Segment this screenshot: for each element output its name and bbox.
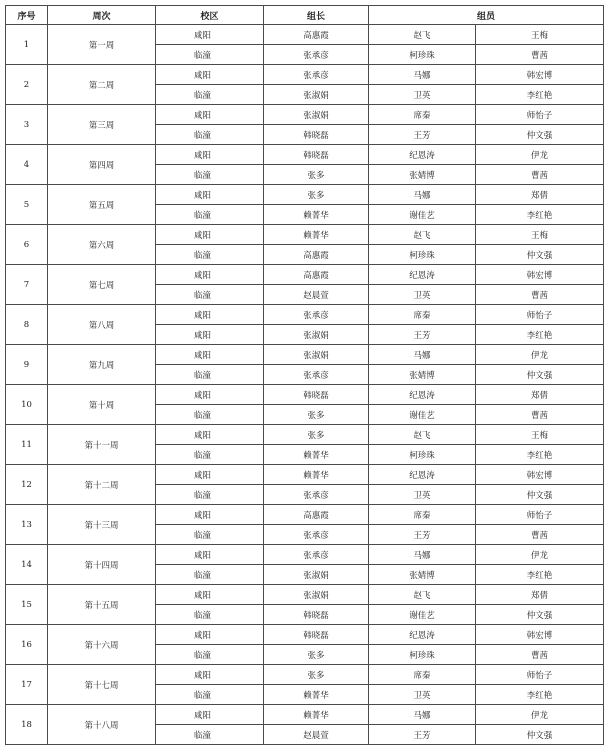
week-label: 第二周: [48, 65, 156, 105]
week-label: 第十二周: [48, 465, 156, 505]
member-cell: 席秦: [369, 305, 476, 325]
row-number: 3: [6, 105, 48, 145]
campus-cell: 咸阳: [156, 705, 264, 725]
table-row: [6, 625, 604, 645]
campus-cell: 咸阳: [156, 225, 264, 245]
row-number: 6: [6, 225, 48, 265]
member-cell: 谢佳艺: [369, 405, 476, 425]
week-label: 第六周: [48, 225, 156, 265]
week-label: 第四周: [48, 145, 156, 185]
member-cell: 谢佳艺: [369, 605, 476, 625]
campus-cell: 临潼: [156, 85, 264, 105]
member-cell: 李红艳: [476, 685, 604, 705]
leader-cell: 高惠霞: [264, 245, 369, 265]
week-label: 第十六周: [48, 625, 156, 665]
leader-cell: 韩晓磊: [264, 625, 369, 645]
member-cell: 柯珍珠: [369, 645, 476, 665]
member-cell: 李红艳: [476, 445, 604, 465]
header-members: 组员: [369, 6, 604, 25]
member-cell: 李红艳: [476, 205, 604, 225]
header-campus: 校区: [156, 6, 264, 25]
member-cell: 伊龙: [476, 345, 604, 365]
member-cell: 韩宏博: [476, 65, 604, 85]
member-cell: 王梅: [476, 225, 604, 245]
leader-cell: 张承彦: [264, 45, 369, 65]
row-number: 15: [6, 585, 48, 625]
member-cell: 韩宏博: [476, 265, 604, 285]
campus-cell: 临潼: [156, 365, 264, 385]
member-cell: 卫英: [369, 685, 476, 705]
leader-cell: 张多: [264, 165, 369, 185]
leader-cell: 张多: [264, 645, 369, 665]
campus-cell: 临潼: [156, 245, 264, 265]
campus-cell: 咸阳: [156, 345, 264, 365]
member-cell: 伊龙: [476, 705, 604, 725]
leader-cell: 张承彦: [264, 65, 369, 85]
member-cell: 柯珍珠: [369, 245, 476, 265]
member-cell: 纪恩涛: [369, 265, 476, 285]
campus-cell: 咸阳: [156, 585, 264, 605]
leader-cell: 张承彦: [264, 545, 369, 565]
campus-cell: 咸阳: [156, 145, 264, 165]
member-cell: 仲文强: [476, 125, 604, 145]
row-number: 11: [6, 425, 48, 465]
week-label: 第九周: [48, 345, 156, 385]
leader-cell: 张承彦: [264, 485, 369, 505]
member-cell: 马娜: [369, 545, 476, 565]
leader-cell: 韩晓磊: [264, 145, 369, 165]
row-number: 13: [6, 505, 48, 545]
member-cell: 谢佳艺: [369, 205, 476, 225]
member-cell: 王芳: [369, 125, 476, 145]
member-cell: 仲文强: [476, 605, 604, 625]
member-cell: 仲文强: [476, 485, 604, 505]
member-cell: 纪恩涛: [369, 385, 476, 405]
leader-cell: 张淑娟: [264, 585, 369, 605]
leader-cell: 张淑娟: [264, 85, 369, 105]
member-cell: 马娜: [369, 185, 476, 205]
campus-cell: 咸阳: [156, 185, 264, 205]
campus-cell: 咸阳: [156, 465, 264, 485]
member-cell: 曹茜: [476, 165, 604, 185]
table-row: [6, 305, 604, 325]
week-label: 第十四周: [48, 545, 156, 585]
member-cell: 柯珍珠: [369, 445, 476, 465]
member-cell: 师怡子: [476, 505, 604, 525]
leader-cell: 张多: [264, 425, 369, 445]
campus-cell: 咸阳: [156, 665, 264, 685]
row-number: 16: [6, 625, 48, 665]
leader-cell: 韩晓磊: [264, 125, 369, 145]
member-cell: 纪恩涛: [369, 465, 476, 485]
campus-cell: 临潼: [156, 45, 264, 65]
leader-cell: 张多: [264, 405, 369, 425]
member-cell: 席秦: [369, 505, 476, 525]
leader-cell: 赖菁华: [264, 225, 369, 245]
member-cell: 仲文强: [476, 365, 604, 385]
campus-cell: 临潼: [156, 485, 264, 505]
table-row: [6, 425, 604, 445]
member-cell: 柯珍珠: [369, 45, 476, 65]
week-label: 第十七周: [48, 665, 156, 705]
leader-cell: 赵晨萱: [264, 285, 369, 305]
week-label: 第五周: [48, 185, 156, 225]
member-cell: 郑倩: [476, 585, 604, 605]
campus-cell: 咸阳: [156, 425, 264, 445]
leader-cell: 赖菁华: [264, 205, 369, 225]
member-cell: 曹茜: [476, 645, 604, 665]
week-label: 第十五周: [48, 585, 156, 625]
member-cell: 马娜: [369, 705, 476, 725]
member-cell: 郑倩: [476, 385, 604, 405]
campus-cell: 咸阳: [156, 65, 264, 85]
campus-cell: 临潼: [156, 165, 264, 185]
campus-cell: 临潼: [156, 125, 264, 145]
campus-cell: 咸阳: [156, 105, 264, 125]
leader-cell: 张淑娟: [264, 325, 369, 345]
table-row: [6, 105, 604, 125]
campus-cell: 临潼: [156, 645, 264, 665]
leader-cell: 高惠霞: [264, 25, 369, 45]
campus-cell: 临潼: [156, 605, 264, 625]
header-no: 序号: [6, 6, 48, 25]
campus-cell: 咸阳: [156, 25, 264, 45]
row-number: 14: [6, 545, 48, 585]
campus-cell: 咸阳: [156, 545, 264, 565]
leader-cell: 韩晓磊: [264, 385, 369, 405]
member-cell: 王芳: [369, 325, 476, 345]
member-cell: 张婧博: [369, 565, 476, 585]
table-row: [6, 345, 604, 365]
table-row: [6, 585, 604, 605]
row-number: 18: [6, 705, 48, 745]
campus-cell: 临潼: [156, 525, 264, 545]
member-cell: 曹茜: [476, 525, 604, 545]
row-number: 12: [6, 465, 48, 505]
table-row: [6, 185, 604, 205]
campus-cell: 咸阳: [156, 265, 264, 285]
campus-cell: 咸阳: [156, 385, 264, 405]
table-row: [6, 465, 604, 485]
member-cell: 张婧博: [369, 165, 476, 185]
row-number: 17: [6, 665, 48, 705]
leader-cell: 张淑娟: [264, 565, 369, 585]
member-cell: 张婧博: [369, 365, 476, 385]
table-row: [6, 705, 604, 725]
leader-cell: 张淑娟: [264, 345, 369, 365]
row-number: 4: [6, 145, 48, 185]
table-row: [6, 265, 604, 285]
table-row: [6, 385, 604, 405]
member-cell: 伊龙: [476, 145, 604, 165]
row-number: 9: [6, 345, 48, 385]
member-cell: 席秦: [369, 665, 476, 685]
table-row: [6, 25, 604, 45]
leader-cell: 韩晓磊: [264, 605, 369, 625]
week-label: 第十周: [48, 385, 156, 425]
header-week: 周次: [48, 6, 156, 25]
row-number: 1: [6, 25, 48, 65]
table-row: [6, 505, 604, 525]
campus-cell: 临潼: [156, 565, 264, 585]
week-label: 第十一周: [48, 425, 156, 465]
campus-cell: 临潼: [156, 685, 264, 705]
table-row: [6, 665, 604, 685]
member-cell: 曹茜: [476, 45, 604, 65]
campus-cell: 临潼: [156, 205, 264, 225]
member-cell: 赵飞: [369, 585, 476, 605]
campus-cell: 临潼: [156, 285, 264, 305]
week-label: 第八周: [48, 305, 156, 345]
member-cell: 王梅: [476, 425, 604, 445]
member-cell: 师怡子: [476, 105, 604, 125]
member-cell: 纪恩涛: [369, 145, 476, 165]
member-cell: 王芳: [369, 525, 476, 545]
member-cell: 仲文强: [476, 725, 604, 745]
member-cell: 马娜: [369, 65, 476, 85]
row-number: 7: [6, 265, 48, 305]
header-leader: 组长: [264, 6, 369, 25]
leader-cell: 张承彦: [264, 305, 369, 325]
member-cell: 郑倩: [476, 185, 604, 205]
leader-cell: 高惠霞: [264, 265, 369, 285]
member-cell: 李红艳: [476, 565, 604, 585]
member-cell: 曹茜: [476, 405, 604, 425]
campus-cell: 咸阳: [156, 625, 264, 645]
member-cell: 伊龙: [476, 545, 604, 565]
campus-cell: 咸阳: [156, 505, 264, 525]
week-label: 第十八周: [48, 705, 156, 745]
leader-cell: 赖菁华: [264, 445, 369, 465]
row-number: 5: [6, 185, 48, 225]
member-cell: 师怡子: [476, 305, 604, 325]
table-row: [6, 65, 604, 85]
leader-cell: 张多: [264, 665, 369, 685]
table-row: [6, 145, 604, 165]
member-cell: 韩宏博: [476, 465, 604, 485]
member-cell: 师怡子: [476, 665, 604, 685]
member-cell: 马娜: [369, 345, 476, 365]
member-cell: 韩宏博: [476, 625, 604, 645]
member-cell: 赵飞: [369, 25, 476, 45]
table-row: [6, 545, 604, 565]
leader-cell: 赖菁华: [264, 465, 369, 485]
member-cell: 仲文强: [476, 245, 604, 265]
row-number: 2: [6, 65, 48, 105]
week-label: 第一周: [48, 25, 156, 65]
member-cell: 卫英: [369, 485, 476, 505]
campus-cell: 咸阳: [156, 305, 264, 325]
member-cell: 王梅: [476, 25, 604, 45]
member-cell: 王芳: [369, 725, 476, 745]
header-row: [6, 6, 604, 25]
member-cell: 李红艳: [476, 325, 604, 345]
member-cell: 李红艳: [476, 85, 604, 105]
row-number: 10: [6, 385, 48, 425]
campus-cell: 临潼: [156, 725, 264, 745]
week-label: 第十三周: [48, 505, 156, 545]
leader-cell: 赵晨萱: [264, 725, 369, 745]
leader-cell: 赖菁华: [264, 705, 369, 725]
row-number: 8: [6, 305, 48, 345]
member-cell: 纪恩涛: [369, 625, 476, 645]
member-cell: 卫英: [369, 285, 476, 305]
campus-cell: 咸阳: [156, 325, 264, 345]
member-cell: 卫英: [369, 85, 476, 105]
leader-cell: 高惠霞: [264, 505, 369, 525]
leader-cell: 张承彦: [264, 525, 369, 545]
week-label: 第七周: [48, 265, 156, 305]
leader-cell: 张淑娟: [264, 105, 369, 125]
leader-cell: 张承彦: [264, 365, 369, 385]
campus-cell: 临潼: [156, 445, 264, 465]
table-row: [6, 225, 604, 245]
leader-cell: 张多: [264, 185, 369, 205]
campus-cell: 临潼: [156, 405, 264, 425]
member-cell: 赵飞: [369, 425, 476, 445]
duty-schedule-table: [5, 5, 604, 745]
member-cell: 赵飞: [369, 225, 476, 245]
leader-cell: 赖菁华: [264, 685, 369, 705]
week-label: 第三周: [48, 105, 156, 145]
member-cell: 曹茜: [476, 285, 604, 305]
member-cell: 席秦: [369, 105, 476, 125]
